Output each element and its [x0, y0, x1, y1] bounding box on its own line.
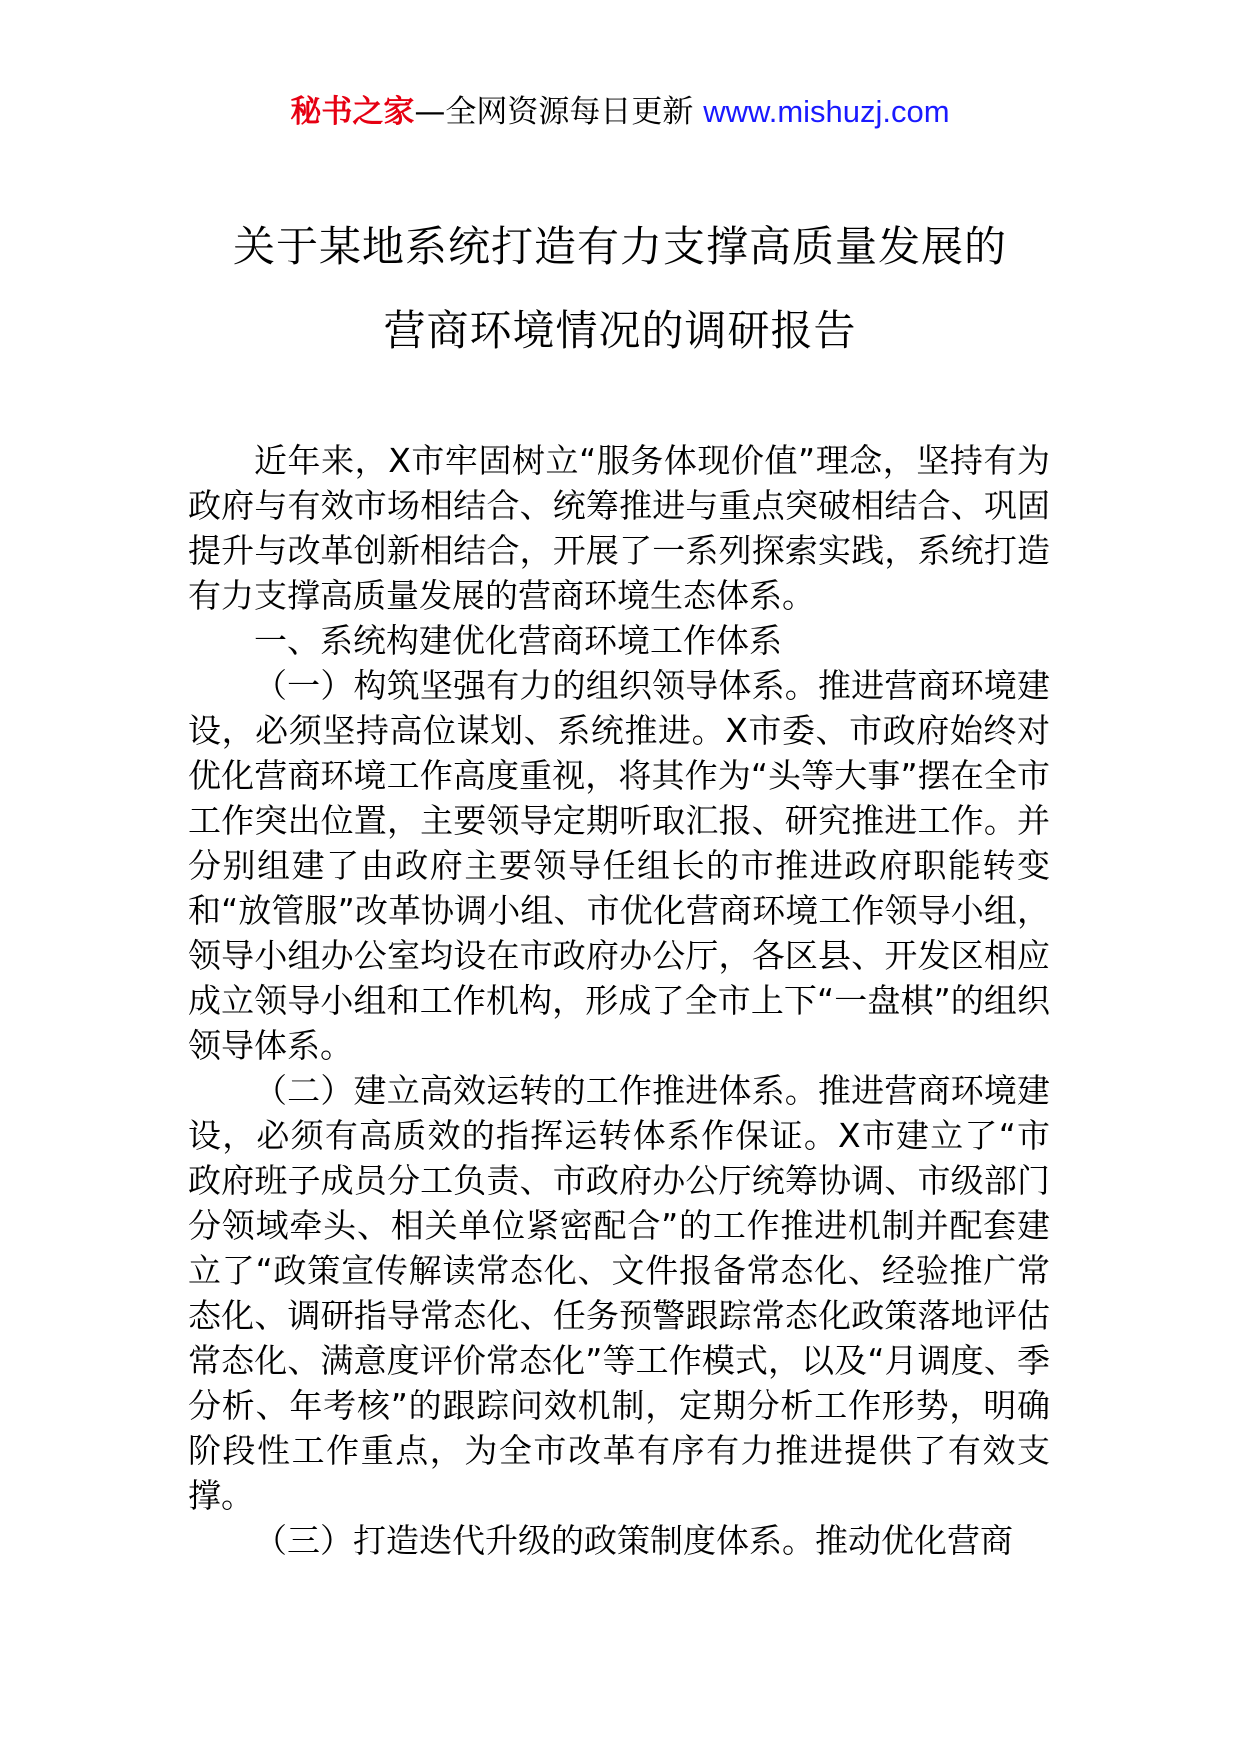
page-header: [0, 92, 1240, 132]
section-heading-1: 一、系统构建优化营商环境工作体系: [254, 621, 782, 660]
document-body: [188, 438, 1050, 1563]
intro-paragraph: 近年来，X市牢固树立“服务体现价值”理念，坚持有为政府与有效市场相结合、统筹推进与重点突破相结合、巩固提升与改革创新相结合，开展了一系列探索实践，系统打造有力支撑高质量发展的营商环境生态体系。: [188, 441, 1050, 615]
title-line-1: 关于某地系统打造有力支撑高质量发展的: [232, 222, 1007, 271]
subsection-paragraph-3: （三）打造迭代升级的政策制度体系。推动优化营商: [254, 1521, 1013, 1560]
subsection-paragraph-1: （一）构筑坚强有力的组织领导体系。推进营商环境建设，必须坚持高位谋划、系统推进。X市委、市政府始终对优化营商环境工作高度重视，将其作为“头等大事”摆在全市工作突出位置，主要领导定期听取汇报、研究推进工作。并分别组建了由政府主要领导任组长的市推进政府职能转变和“放管服”改革协调小组、市优化营商环境工作领导小组，领导小组办公室均设在市政府办公厅，各区县、开发区相应成立领导小组和工作机构，形成了全市上下“一盘棋”的组织领导体系。: [188, 666, 1050, 1065]
header-tagline: —全网资源每日更新: [414, 94, 704, 130]
brand-name: 秘书之家: [290, 94, 415, 130]
document-title: [100, 205, 1140, 373]
site-url-link[interactable]: www.mishuzj.com: [703, 94, 950, 129]
subsection-paragraph-2: （二）建立高效运转的工作推进体系。推进营商环境建设，必须有高质效的指挥运转体系作保证。X市建立了“市政府班子成员分工负责、市政府办公厅统筹协调、市级部门分领域牵头、相关单位紧密配合”的工作推进机制并配套建立了“政策宣传解读常态化、文件报备常态化、经验推广常态化、调研指导常态化、任务预警跟踪常态化政策落地评估常态化、满意度评价常态化”等工作模式，以及“月调度、季分析、年考核”的跟踪问效机制，定期分析工作形势，明确阶段性工作重点，为全市改革有序有力推进提供了有效支撑。: [188, 1071, 1050, 1515]
title-line-2: 营商环境情况的调研报告: [383, 306, 857, 355]
